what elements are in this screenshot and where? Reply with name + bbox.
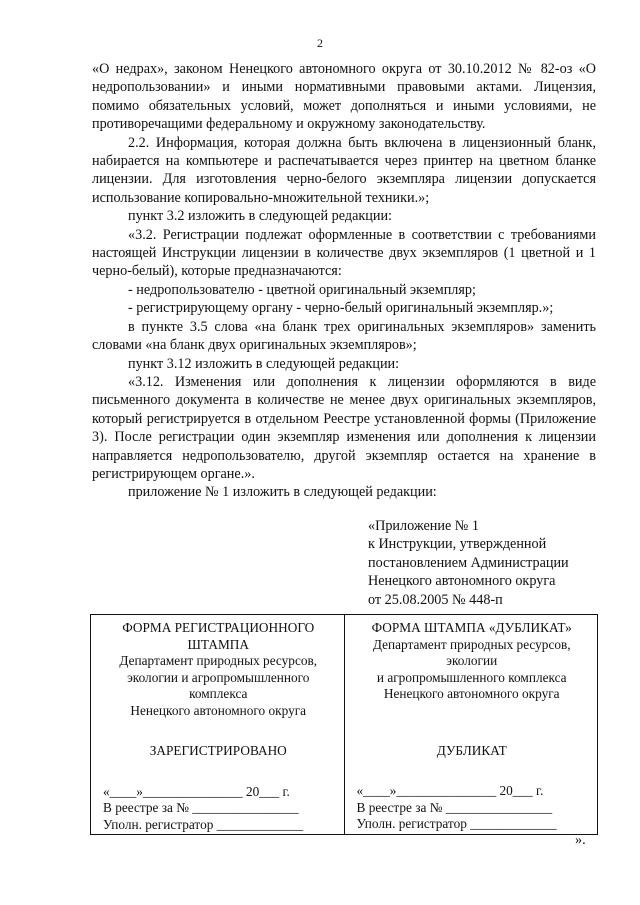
stamp-org-line: экологии и агропромышленного <box>127 669 310 685</box>
stamp-org-line: комплекса <box>189 686 248 701</box>
paragraph: в пункте 3.5 слова «на бланк трех оригинальных экземпляров» заменить словами «на бланк двух оригинальных экземпляров»; <box>92 318 596 354</box>
paragraph: пункт 3.12 изложить в следующей редакции: <box>128 355 400 372</box>
registration-stamp-form <box>91 615 344 834</box>
appendix-line: Ненецкого автономного округа <box>368 573 556 590</box>
paragraph: 2.2. Информация, которая должна быть включена в лицензионный бланк, набирается на компьютере и распечатывается через принтер на цветном бланке лицензии. Для изготовления черно-белого экземпляра лицензии допускается использование копировально-множительной техники.»; <box>92 134 596 206</box>
paragraph: «О недрах», законом Ненецкого автономного округа от 30.10.2012 № 82-оз «О недропользовании» и иными нормативными правовыми актами. Лицензия, помимо обязательных условий, может дополняться и иными условиями, не противоречащими федеральному и окружному законодательству. <box>92 61 596 133</box>
paragraph: пункт 3.2 изложить в следующей редакции: <box>128 208 392 225</box>
stamp-title: ШТАМПА <box>187 636 249 652</box>
stamp-mark: ДУБЛИКАТ <box>436 742 507 758</box>
appendix-heading <box>368 517 569 609</box>
stamp-registrar-line: Уполн. регистратор _____________ <box>356 816 557 831</box>
stamp-registry-line: В реестре за № ________________ <box>103 800 299 815</box>
stamp-registrar-line: Уполн. регистратор _____________ <box>103 816 304 832</box>
paragraph: «3.2. Регистрации подлежат оформленные в соответствии с требованиями настоящей Инструкции лицензии в количестве двух экземпляров (1 цветной и 1 черно-белый), которые предназначаются: <box>92 226 596 280</box>
appendix-line: «Приложение № 1 <box>368 518 479 534</box>
appendix-line: постановлением Администрации <box>368 554 569 571</box>
appendix-line: от 25.08.2005 № 448-п <box>368 591 503 608</box>
stamp-org-line: Департамент природных ресурсов, <box>372 636 571 652</box>
stamp-org-line: Ненецкого автономного округа <box>383 686 560 701</box>
paragraph: «3.12. Изменения или дополнения к лицензии оформляются в виде письменного документа в количестве не менее двух оригинальных экземпляров, который регистрируется в отдельном Реестре установленной формы (Приложение 3). После регистрации один экземпляр изменения или дополнения к лицензии направляется недропользователю, другой экземпляр остается на хранение в регистрирующем органе.». <box>92 373 596 482</box>
appendix-line: к Инструкции, утвержденной <box>368 536 547 553</box>
body-text <box>92 60 596 502</box>
stamp-org-line: экологии <box>446 653 498 668</box>
stamp-org-line: Ненецкого автономного округа <box>130 702 307 718</box>
stamp-title: ФОРМА РЕГИСТРАЦИОННОГО <box>122 620 315 635</box>
stamp-date-line: «____»_______________ 20___ г. <box>356 783 544 798</box>
list-item: - недропользователю - цветной оригинальный экземпляр; <box>128 281 476 298</box>
stamp-title: ФОРМА ШТАМПА «ДУБЛИКАТ» <box>371 620 572 635</box>
stamp-date-line: «____»_______________ 20___ г. <box>103 783 290 799</box>
duplicate-stamp-form <box>344 615 598 834</box>
stamp-forms-table <box>90 614 598 835</box>
stamp-org-line: и агропромышленного комплекса <box>376 669 567 685</box>
closing-quote: ». <box>575 832 586 848</box>
stamp-org-line: Департамент природных ресурсов, <box>119 653 318 668</box>
stamp-mark: ЗАРЕГИСТРИРОВАНО <box>149 743 287 758</box>
list-item: - регистрирующему органу - черно-белый оригинальный экземпляр.»; <box>128 300 554 317</box>
stamp-registry-line: В реестре за № ________________ <box>356 799 553 815</box>
paragraph: приложение № 1 изложить в следующей редакции: <box>128 484 437 501</box>
page-number: 2 <box>317 36 323 50</box>
